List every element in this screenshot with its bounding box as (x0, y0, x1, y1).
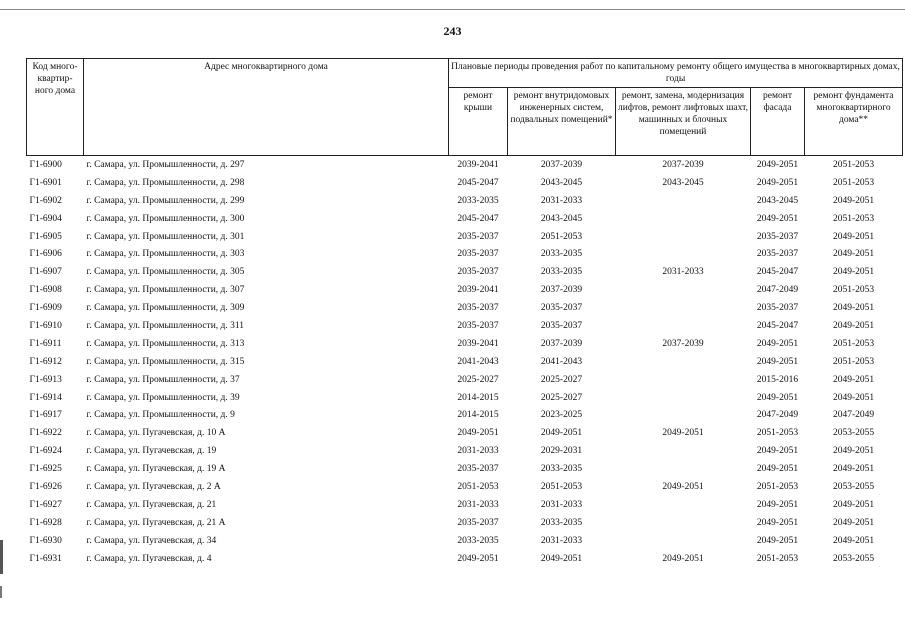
cell-code: Г1-6902 (29, 195, 62, 206)
cell-roof: 2039-2041 (457, 285, 499, 296)
cell-facade: 2049-2051 (756, 535, 799, 546)
table-row (27, 371, 903, 389)
cell-foundation: 2049-2051 (832, 374, 875, 385)
cell-code: Г1-6922 (29, 428, 62, 439)
table-row (27, 156, 903, 174)
cell-address: г. Самара, ул. Пугачевская, д. 21 (86, 499, 217, 510)
cell-foundation: 2049-2051 (832, 249, 875, 260)
cell-roof: 2051-2053 (457, 481, 499, 492)
table-row (27, 460, 903, 478)
header-lifts: ремонт, замена, модернизация лифтов, ремонт лифтовых шахт, машинных и блочных помещений (616, 88, 751, 156)
cell-systems: 2033-2035 (540, 464, 583, 475)
cell-lifts: 2037-2039 (616, 156, 751, 174)
cell-lifts (616, 210, 751, 228)
cell-roof: 2035-2037 (457, 303, 499, 314)
cell-facade: 2049-2051 (756, 213, 799, 224)
table-row (27, 210, 903, 228)
cell-roof: 2033-2035 (457, 195, 499, 206)
table-row (27, 317, 903, 335)
cell-address: г. Самара, ул. Пугачевская, д. 2 А (86, 481, 221, 492)
cell-roof: 2049-2051 (457, 428, 499, 439)
cell-lifts: 2043-2045 (662, 177, 704, 188)
cell-roof: 2035-2037 (457, 464, 499, 475)
cell-facade: 2049-2051 (756, 499, 799, 510)
cell-systems: 2029-2031 (540, 446, 583, 457)
table-row (27, 532, 903, 550)
cell-code: Г1-6925 (29, 464, 62, 475)
table-row (27, 389, 903, 407)
cell-facade: 2049-2051 (756, 517, 799, 528)
cell-lifts (616, 228, 751, 246)
cell-roof: 2035-2037 (457, 249, 499, 260)
table-row (27, 174, 903, 192)
cell-facade: 2045-2047 (756, 267, 799, 278)
cell-facade: 2035-2037 (756, 249, 799, 260)
scan-margin-mark (0, 586, 2, 598)
cell-code: Г1-6912 (29, 356, 62, 367)
cell-roof: 2033-2035 (457, 535, 499, 546)
cell-address: г. Самара, ул. Промышленности, д. 309 (86, 303, 245, 314)
cell-facade: 2035-2037 (756, 231, 799, 242)
cell-foundation: 2049-2051 (832, 303, 875, 314)
cell-roof: 2035-2037 (457, 320, 499, 331)
cell-code: Г1-6904 (29, 213, 62, 224)
table-body (27, 156, 903, 568)
cell-systems: 2023-2025 (540, 410, 583, 421)
cell-roof: 2039-2041 (449, 156, 508, 174)
cell-systems: 2035-2037 (540, 303, 583, 314)
cell-roof: 2045-2047 (457, 213, 499, 224)
cell-foundation: 2049-2051 (832, 320, 875, 331)
table-row (27, 228, 903, 246)
cell-code: Г1-6905 (29, 231, 62, 242)
cell-facade: 2049-2051 (756, 338, 799, 349)
cell-roof: 2039-2041 (457, 338, 499, 349)
cell-code: Г1-6906 (29, 249, 62, 260)
cell-lifts (616, 353, 751, 371)
cell-lifts (616, 496, 751, 514)
table-row (27, 442, 903, 460)
cell-address: г. Самара, ул. Промышленности, д. 303 (86, 249, 245, 260)
header-systems: ремонт внутридомовых инженерных систем, подвальных помещений* (508, 88, 616, 156)
cell-foundation: 2049-2051 (832, 464, 875, 475)
cell-systems: 2051-2053 (540, 481, 583, 492)
cell-code: Г1-6908 (29, 285, 62, 296)
cell-lifts (616, 514, 751, 532)
cell-facade: 2045-2047 (756, 320, 799, 331)
header-foundation: ремонт фундамента многоквартирного дома** (805, 88, 903, 156)
table-row (27, 299, 903, 317)
cell-systems: 2043-2045 (540, 177, 583, 188)
cell-lifts (616, 192, 751, 210)
cell-systems: 2037-2039 (540, 338, 583, 349)
table-row (27, 406, 903, 424)
cell-code: Г1-6914 (29, 392, 62, 403)
top-rule (0, 9, 905, 10)
header-facade: ремонт фасада (751, 88, 805, 156)
cell-foundation: 2051-2053 (805, 156, 903, 174)
table-row (27, 245, 903, 263)
cell-roof: 2031-2033 (457, 446, 499, 457)
cell-lifts: 2031-2033 (662, 267, 704, 278)
cell-code: Г1-6930 (29, 535, 62, 546)
cell-address: г. Самара, ул. Пугачевская, д. 4 (86, 553, 212, 564)
cell-code: Г1-6909 (29, 303, 62, 314)
cell-facade: 2049-2051 (756, 356, 799, 367)
cell-roof: 2045-2047 (457, 177, 499, 188)
cell-facade: 2047-2049 (756, 285, 799, 296)
cell-systems: 2037-2039 (508, 156, 616, 174)
cell-systems: 2043-2045 (540, 213, 583, 224)
cell-code: Г1-6910 (29, 320, 62, 331)
cell-address: г. Самара, ул. Промышленности, д. 299 (86, 195, 245, 206)
cell-lifts: 2049-2051 (662, 481, 704, 492)
cell-systems: 2035-2037 (540, 320, 583, 331)
cell-systems: 2031-2033 (540, 195, 583, 206)
cell-lifts (616, 460, 751, 478)
table-row (27, 424, 903, 442)
cell-code: Г1-6900 (27, 156, 84, 174)
cell-facade: 2049-2051 (756, 464, 799, 475)
cell-roof: 2014-2015 (457, 392, 499, 403)
cell-facade: 2043-2045 (756, 195, 799, 206)
cell-address: г. Самара, ул. Пугачевская, д. 34 (86, 535, 217, 546)
cell-address: г. Самара, ул. Промышленности, д. 297 (84, 156, 449, 174)
cell-address: г. Самара, ул. Промышленности, д. 305 (86, 267, 245, 278)
cell-code: Г1-6901 (29, 177, 62, 188)
cell-address: г. Самара, ул. Пугачевская, д. 19 А (86, 464, 226, 475)
cell-roof: 2049-2051 (457, 553, 499, 564)
cell-lifts (616, 532, 751, 550)
cell-systems: 2025-2027 (540, 392, 583, 403)
table-row (27, 550, 903, 568)
cell-code: Г1-6924 (29, 446, 62, 457)
cell-roof: 2041-2043 (457, 356, 499, 367)
cell-code: Г1-6911 (29, 338, 62, 349)
cell-facade: 2015-2016 (756, 374, 799, 385)
cell-foundation: 2049-2051 (832, 267, 875, 278)
header-roof: ремонт крыши (449, 88, 508, 156)
cell-address: г. Самара, ул. Промышленности, д. 307 (86, 285, 245, 296)
cell-systems: 2031-2033 (540, 535, 583, 546)
cell-systems: 2049-2051 (540, 428, 583, 439)
cell-lifts: 2037-2039 (662, 338, 704, 349)
cell-systems: 2049-2051 (540, 553, 583, 564)
cell-foundation: 2051-2053 (832, 213, 875, 224)
cell-roof: 2025-2027 (457, 374, 499, 385)
cell-facade: 2051-2053 (756, 428, 799, 439)
cell-facade: 2047-2049 (756, 410, 799, 421)
cell-systems: 2041-2043 (540, 356, 583, 367)
table-row (27, 192, 903, 210)
cell-code: Г1-6917 (29, 410, 62, 421)
page-number: 243 (443, 24, 462, 38)
cell-roof: 2035-2037 (457, 267, 499, 278)
table-row (27, 478, 903, 496)
cell-lifts (616, 245, 751, 263)
cell-systems: 2033-2035 (540, 267, 583, 278)
cell-code: Г1-6931 (29, 553, 62, 564)
cell-systems: 2033-2035 (540, 517, 583, 528)
cell-lifts (616, 299, 751, 317)
table-row (27, 263, 903, 281)
cell-foundation: 2053-2055 (832, 428, 875, 439)
cell-address: г. Самара, ул. Промышленности, д. 300 (86, 213, 245, 224)
cell-foundation: 2049-2051 (832, 535, 875, 546)
cell-systems: 2051-2053 (540, 231, 583, 242)
cell-lifts (616, 317, 751, 335)
table-row (27, 281, 903, 299)
cell-foundation: 2049-2051 (832, 392, 875, 403)
cell-facade: 2049-2051 (756, 177, 799, 188)
cell-roof: 2035-2037 (457, 517, 499, 528)
cell-address: г. Самара, ул. Пугачевская, д. 21 А (86, 517, 226, 528)
cell-address: г. Самара, ул. Промышленности, д. 9 (86, 410, 235, 421)
capital-repair-schedule-table (26, 58, 903, 567)
cell-systems: 2025-2027 (540, 374, 583, 385)
header-periods-group: Плановые периоды проведения работ по капитальному ремонту общего имущества в многоквартирных домах, годы (449, 59, 903, 88)
cell-foundation: 2051-2053 (832, 177, 875, 188)
cell-facade: 2035-2037 (756, 303, 799, 314)
cell-foundation: 2053-2055 (832, 553, 875, 564)
table-row (27, 514, 903, 532)
cell-lifts: 2049-2051 (662, 428, 704, 439)
cell-address: г. Самара, ул. Пугачевская, д. 10 А (86, 428, 226, 439)
cell-systems: 2031-2033 (540, 499, 583, 510)
cell-address: г. Самара, ул. Промышленности, д. 311 (86, 320, 245, 331)
cell-address: г. Самара, ул. Промышленности, д. 301 (86, 231, 245, 242)
cell-foundation: 2051-2053 (832, 338, 875, 349)
header-code: Код много-квартир-ного дома (27, 59, 84, 156)
cell-lifts: 2049-2051 (662, 553, 704, 564)
cell-code: Г1-6926 (29, 481, 62, 492)
cell-lifts (616, 281, 751, 299)
cell-address: г. Самара, ул. Промышленности, д. 298 (86, 177, 245, 188)
cell-code: Г1-6907 (29, 267, 62, 278)
table-row (27, 353, 903, 371)
cell-lifts (616, 442, 751, 460)
cell-address: г. Самара, ул. Промышленности, д. 315 (86, 356, 245, 367)
cell-foundation: 2047-2049 (832, 410, 875, 421)
cell-roof: 2014-2015 (457, 410, 499, 421)
cell-foundation: 2051-2053 (832, 285, 875, 296)
cell-foundation: 2049-2051 (832, 231, 875, 242)
table-row (27, 335, 903, 353)
cell-roof: 2035-2037 (457, 231, 499, 242)
cell-address: г. Самара, ул. Промышленности, д. 313 (86, 338, 245, 349)
cell-code: Г1-6928 (29, 517, 62, 528)
cell-address: г. Самара, ул. Промышленности, д. 37 (86, 374, 240, 385)
cell-address: г. Самара, ул. Пугачевская, д. 19 (86, 446, 217, 457)
cell-foundation: 2049-2051 (832, 517, 875, 528)
cell-facade: 2049-2051 (751, 156, 805, 174)
cell-roof: 2031-2033 (457, 499, 499, 510)
cell-lifts (616, 389, 751, 407)
cell-code: Г1-6927 (29, 499, 62, 510)
cell-code: Г1-6913 (29, 374, 62, 385)
cell-lifts (616, 371, 751, 389)
header-address: Адрес многоквартирного дома (84, 59, 449, 156)
table-row (27, 496, 903, 514)
cell-foundation: 2049-2051 (832, 446, 875, 457)
cell-facade: 2051-2053 (756, 481, 799, 492)
cell-address: г. Самара, ул. Промышленности, д. 39 (86, 392, 240, 403)
cell-foundation: 2053-2055 (832, 481, 875, 492)
cell-lifts (616, 406, 751, 424)
cell-foundation: 2049-2051 (832, 499, 875, 510)
cell-facade: 2049-2051 (756, 392, 799, 403)
cell-systems: 2033-2035 (540, 249, 583, 260)
scan-margin-mark (0, 540, 3, 574)
cell-facade: 2049-2051 (756, 446, 799, 457)
cell-systems: 2037-2039 (540, 285, 583, 296)
cell-facade: 2051-2053 (756, 553, 799, 564)
cell-foundation: 2051-2053 (832, 356, 875, 367)
cell-foundation: 2049-2051 (832, 195, 875, 206)
